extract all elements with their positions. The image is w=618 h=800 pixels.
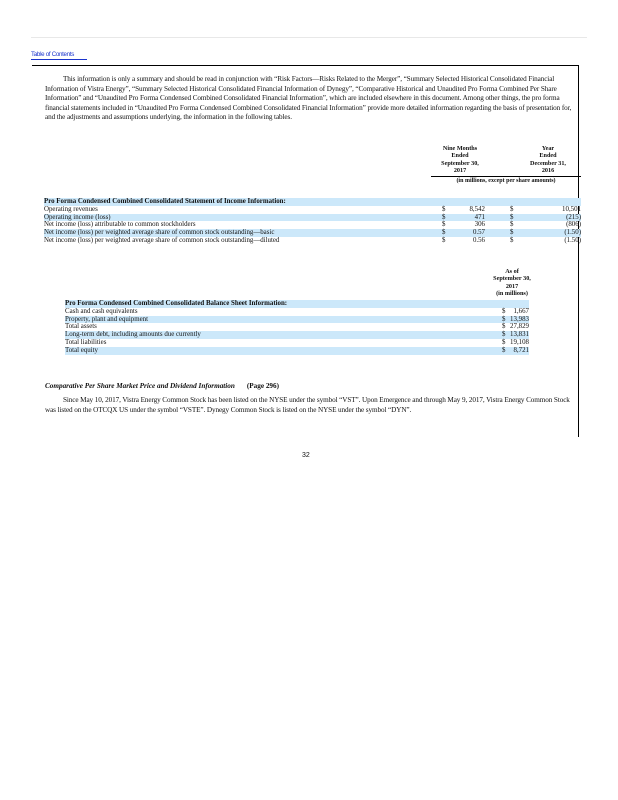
table-row xyxy=(44,221,581,229)
col-header-line: Ended xyxy=(451,152,469,160)
col-header-line: As of xyxy=(505,268,519,275)
row-label: Operating income (loss) xyxy=(44,213,111,221)
page-top-divider xyxy=(31,37,587,38)
value-2017: 0.56 xyxy=(472,236,485,244)
value-2017: 0.57 xyxy=(472,229,485,237)
value: 19,108 xyxy=(510,338,529,346)
table-row xyxy=(44,214,581,222)
value-2016: (1.50) xyxy=(564,236,581,244)
currency-symbol: $ xyxy=(502,346,506,354)
row-label: Cash and cash equivalents xyxy=(65,307,138,315)
market-section-heading xyxy=(45,382,279,390)
row-label: Total liabilities xyxy=(65,338,107,346)
col-header-line: Year xyxy=(541,145,555,152)
value-2017: 471 xyxy=(474,213,485,221)
market-paragraph xyxy=(45,396,581,415)
value: 13,983 xyxy=(510,315,529,323)
table-row xyxy=(65,339,529,347)
header-rule xyxy=(431,176,581,177)
value: 27,829 xyxy=(510,323,529,331)
row-label: Net income (loss) per weighted average share of common stock outstanding—basic xyxy=(44,229,275,237)
value: 1,667 xyxy=(513,307,529,315)
currency-symbol: $ xyxy=(502,315,506,323)
row-label: Long-term debt, including amounts due currently xyxy=(65,331,201,339)
page-reference: (Page 296) xyxy=(246,382,280,390)
currency-symbol: $ xyxy=(510,205,514,213)
table-title-row xyxy=(65,300,529,308)
value-2016: 10,501 xyxy=(562,205,581,213)
col-header-line: Ended xyxy=(539,152,557,160)
col-header-line: 2016 xyxy=(541,167,555,175)
table-row xyxy=(44,237,581,245)
table-row xyxy=(65,308,529,316)
units-note: (in millions) xyxy=(496,290,528,298)
units-note: (in millions, except per share amounts) xyxy=(456,178,556,184)
currency-symbol: $ xyxy=(510,229,514,237)
col-header-year xyxy=(520,145,576,175)
currency-symbol: $ xyxy=(442,229,446,237)
table-row xyxy=(65,323,529,331)
currency-symbol: $ xyxy=(502,323,506,331)
currency-symbol: $ xyxy=(502,331,506,339)
col-header-line: December 31, xyxy=(530,159,566,167)
balance-sheet-table xyxy=(65,300,529,355)
income-statement-table xyxy=(44,198,581,245)
col-header-line: Nine Months xyxy=(442,145,478,152)
currency-symbol: $ xyxy=(510,213,514,221)
table-row xyxy=(65,316,529,324)
table-title: Pro Forma Condensed Combined Consolidated Balance Sheet Information: xyxy=(65,300,288,307)
page-number: 32 xyxy=(302,452,310,459)
table-row xyxy=(44,206,581,214)
table-title: Pro Forma Condensed Combined Consolidated Statement of Income Information: xyxy=(44,198,286,205)
currency-symbol: $ xyxy=(510,236,514,244)
currency-symbol: $ xyxy=(502,338,506,346)
value-2016: (806) xyxy=(566,221,581,229)
intro-text: This information is only a summary and should be read in conjunction with “Risk Factors—Risks Related to the Merger”, “Summary Selected Historical Consolidated Financial Information of Vistra Energy”, “Summary Selected Historical Consolidated Financial Information of Dynegy”, “Comparative Historical and Unaudited Pro Forma Combined Per Share Information” and “Unaudited Pro Forma Condensed Combined Consolidated Financial Information”, which are included elsewhere in this document. Among other things, the pro forma financial statements included in “Unaudited Pro Forma Condensed Combined Consolidated Financial Information” provide more detailed information regarding the basis of presentation for, and the adjustments and assumptions underlying, the information in the following tables. xyxy=(45,75,572,122)
col-header-line: 2017 xyxy=(453,167,467,175)
value: 13,831 xyxy=(510,331,529,339)
table-row xyxy=(65,347,529,355)
table-title-row xyxy=(44,198,581,206)
value-2016: (215) xyxy=(566,213,581,221)
currency-symbol: $ xyxy=(442,221,446,229)
row-label: Total assets xyxy=(65,323,97,331)
market-text: Since May 10, 2017, Vistra Energy Common Stock has been listed on the NYSE under the symbol “VST”. Upon Emergence and through May 9, 2017, Vistra Energy Common Stock was listed on the OTCQX US under the symbol “VSTE”. Dynegy Common Stock is listed on the NYSE under the symbol “DYN”. xyxy=(45,396,570,414)
col-header-as-of xyxy=(480,268,544,298)
value: 8,721 xyxy=(513,346,529,354)
row-label: Operating revenues xyxy=(44,205,98,213)
currency-symbol: $ xyxy=(442,205,446,213)
table-row xyxy=(44,229,581,237)
row-label: Net income (loss) attributable to common stockholders xyxy=(44,221,196,229)
currency-symbol: $ xyxy=(442,213,446,221)
currency-symbol: $ xyxy=(502,307,506,315)
section-heading: Comparative Per Share Market Price and Dividend Information xyxy=(45,382,235,390)
currency-symbol: $ xyxy=(510,221,514,229)
value-2017: 8,542 xyxy=(469,205,485,213)
value-2017: 306 xyxy=(474,221,485,229)
table-of-contents-link[interactable]: Table of Contents xyxy=(31,51,87,60)
table-row xyxy=(65,331,529,339)
col-header-nine-months xyxy=(432,145,488,175)
value-2016: (1.50) xyxy=(564,229,581,237)
col-header-line: September 30, xyxy=(441,159,479,167)
col-header-line: September 30, xyxy=(493,275,531,283)
intro-paragraph xyxy=(45,75,581,123)
row-label: Net income (loss) per weighted average share of common stock outstanding—diluted xyxy=(44,236,280,244)
currency-symbol: $ xyxy=(442,236,446,244)
row-label: Property, plant and equipment xyxy=(65,315,148,323)
col-header-line: 2017 xyxy=(505,282,519,290)
row-label: Total equity xyxy=(65,346,99,354)
